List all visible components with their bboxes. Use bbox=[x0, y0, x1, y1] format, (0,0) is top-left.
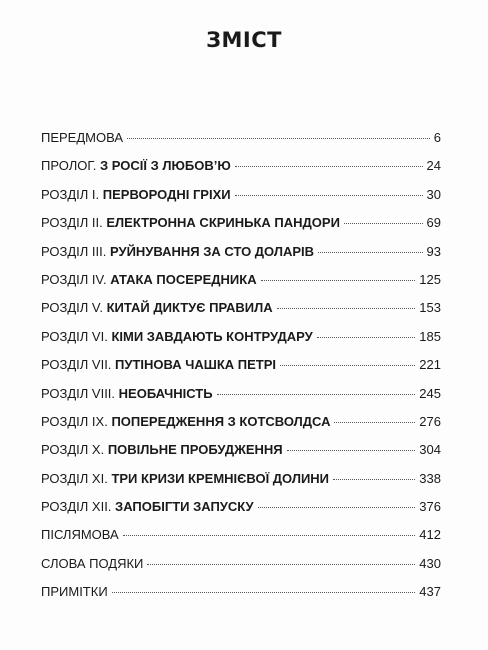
toc-entry-title: КІМИ ЗАВДАЮТЬ КОНТРУДАРУ bbox=[111, 328, 313, 344]
dot-leader bbox=[235, 195, 423, 196]
toc-entry-title: ЕЛЕКТРОННА СКРИНЬКА ПАНДОРИ bbox=[106, 215, 340, 231]
dot-leader bbox=[147, 564, 415, 565]
toc-entry-prefix: РОЗДІЛ III. bbox=[41, 243, 107, 259]
toc-entry-prefix: РОЗДІЛ VIII. bbox=[41, 385, 116, 401]
toc-entry-page: 93 bbox=[426, 243, 441, 259]
toc-entry-label bbox=[41, 272, 257, 287]
toc-entry-page: 125 bbox=[419, 271, 441, 287]
toc-entry-page: 153 bbox=[419, 300, 441, 316]
toc-entry-prefix: ПРИМІТКИ bbox=[41, 584, 108, 600]
toc-entry-title: РУЙНУВАННЯ ЗА СТО ДОЛАРІВ bbox=[109, 243, 315, 259]
toc-entry bbox=[41, 272, 441, 300]
toc-entry-page: 304 bbox=[419, 442, 441, 458]
toc-entry-label bbox=[41, 527, 119, 542]
toc-entry-page: 338 bbox=[419, 470, 441, 486]
toc-entry bbox=[41, 158, 441, 186]
toc-entry-prefix: РОЗДІЛ IX. bbox=[41, 413, 108, 429]
toc-entry-prefix: ПЕРЕДМОВА bbox=[41, 130, 124, 145]
toc-entry bbox=[41, 414, 441, 442]
toc-entry-page: 6 bbox=[433, 130, 441, 145]
toc-entry-prefix: ПРОЛОГ. bbox=[41, 158, 97, 174]
toc-entry-label bbox=[41, 215, 340, 230]
toc-entry-label bbox=[41, 414, 330, 429]
toc-entry bbox=[41, 442, 441, 470]
toc-entry-page: 276 bbox=[419, 413, 441, 429]
toc-entry-label bbox=[41, 158, 231, 173]
dot-leader bbox=[261, 280, 416, 281]
dot-leader bbox=[318, 252, 423, 253]
toc-entry-label bbox=[41, 471, 329, 486]
toc-entry-page: 245 bbox=[419, 385, 441, 401]
toc-entry-page: 30 bbox=[426, 186, 441, 202]
toc-entry bbox=[41, 499, 441, 527]
dot-leader bbox=[235, 166, 423, 167]
toc-entry-label bbox=[41, 442, 283, 457]
dot-leader bbox=[123, 535, 416, 536]
dot-leader bbox=[333, 479, 415, 480]
dot-leader bbox=[280, 365, 415, 366]
dot-leader bbox=[317, 337, 416, 338]
toc-entry bbox=[41, 244, 441, 272]
dot-leader bbox=[217, 394, 416, 395]
toc-entry-label bbox=[41, 300, 273, 315]
toc-entry-label bbox=[41, 386, 213, 401]
dot-leader bbox=[344, 223, 423, 224]
dot-leader bbox=[127, 138, 430, 139]
toc-entry-prefix: РОЗДІЛ X. bbox=[41, 442, 105, 458]
toc-entry-prefix: РОЗДІЛ II. bbox=[41, 215, 103, 231]
toc-entry bbox=[41, 215, 441, 243]
dot-leader bbox=[258, 507, 416, 508]
toc-entry-title: ТРИ КРИЗИ КРЕМНІЄВОЇ ДОЛИНИ bbox=[111, 470, 330, 486]
toc-entry bbox=[41, 357, 441, 385]
dot-leader bbox=[334, 422, 415, 423]
toc-entry-page: 437 bbox=[419, 584, 441, 600]
toc-entry-label bbox=[41, 499, 254, 514]
toc-entry-title: З РОСІЇ З ЛЮБОВ’Ю bbox=[100, 158, 231, 174]
toc-entry-label bbox=[41, 357, 276, 372]
toc-entry-page: 24 bbox=[426, 158, 441, 174]
toc-entry-page: 376 bbox=[419, 499, 441, 515]
toc-entry-prefix: РОЗДІЛ VI. bbox=[41, 328, 108, 344]
toc-entry bbox=[41, 187, 441, 215]
toc-entry bbox=[41, 329, 441, 357]
toc-entry bbox=[41, 130, 441, 158]
toc-entry-prefix: РОЗДІЛ XI. bbox=[41, 470, 108, 486]
toc-entry-prefix: РОЗДІЛ XII. bbox=[41, 499, 112, 515]
toc-entry-page: 185 bbox=[419, 328, 441, 344]
toc-entry-title: ПОВІЛЬНЕ ПРОБУДЖЕННЯ bbox=[107, 442, 283, 458]
toc-entry-prefix: РОЗДІЛ I. bbox=[41, 186, 100, 202]
toc-entry-title: КИТАЙ ДИКТУЄ ПРАВИЛА bbox=[106, 300, 273, 316]
toc-entry-page: 412 bbox=[419, 527, 441, 543]
toc-entry bbox=[41, 386, 441, 414]
toc-entry bbox=[41, 300, 441, 328]
toc-entry-label bbox=[41, 187, 231, 202]
toc-entry-page: 69 bbox=[426, 215, 441, 231]
toc-entry-title: ПЕРВОРОДНІ ГРІХИ bbox=[102, 186, 231, 202]
toc-entry-title: ПОПЕРЕДЖЕННЯ З КОТСВОЛДСА bbox=[111, 413, 331, 429]
toc-entry bbox=[41, 556, 441, 584]
toc-entry-title: АТАКА ПОСЕРЕДНИКА bbox=[110, 271, 257, 287]
toc-entry-prefix: РОЗДІЛ IV. bbox=[41, 271, 107, 287]
toc-entry bbox=[41, 471, 441, 499]
toc-entry-label bbox=[41, 584, 108, 599]
toc-entry bbox=[41, 527, 441, 555]
toc-entry-label bbox=[41, 244, 314, 259]
toc-entry-title: НЕОБАЧНІСТЬ bbox=[118, 385, 213, 401]
page-title: ЗМІСТ bbox=[206, 28, 282, 52]
toc-entry-label bbox=[41, 130, 123, 145]
table-of-contents bbox=[41, 130, 441, 613]
toc-entry-prefix: ПІСЛЯМОВА bbox=[41, 527, 119, 543]
toc-entry-title: ПУТІНОВА ЧАШКА ПЕТРІ bbox=[115, 357, 277, 373]
dot-leader bbox=[287, 450, 416, 451]
toc-entry bbox=[41, 584, 441, 612]
toc-entry-page: 221 bbox=[419, 357, 441, 373]
toc-entry-page: 430 bbox=[419, 555, 441, 571]
toc-entry-prefix: РОЗДІЛ VII. bbox=[41, 357, 112, 373]
dot-leader bbox=[112, 592, 416, 593]
toc-entry-title: ЗАПОБІГТИ ЗАПУСКУ bbox=[115, 499, 254, 515]
toc-entry-label bbox=[41, 329, 313, 344]
toc-entry-prefix: СЛОВА ПОДЯКИ bbox=[41, 555, 144, 571]
toc-entry-prefix: РОЗДІЛ V. bbox=[41, 300, 103, 316]
dot-leader bbox=[277, 308, 416, 309]
toc-entry-label bbox=[41, 556, 143, 571]
